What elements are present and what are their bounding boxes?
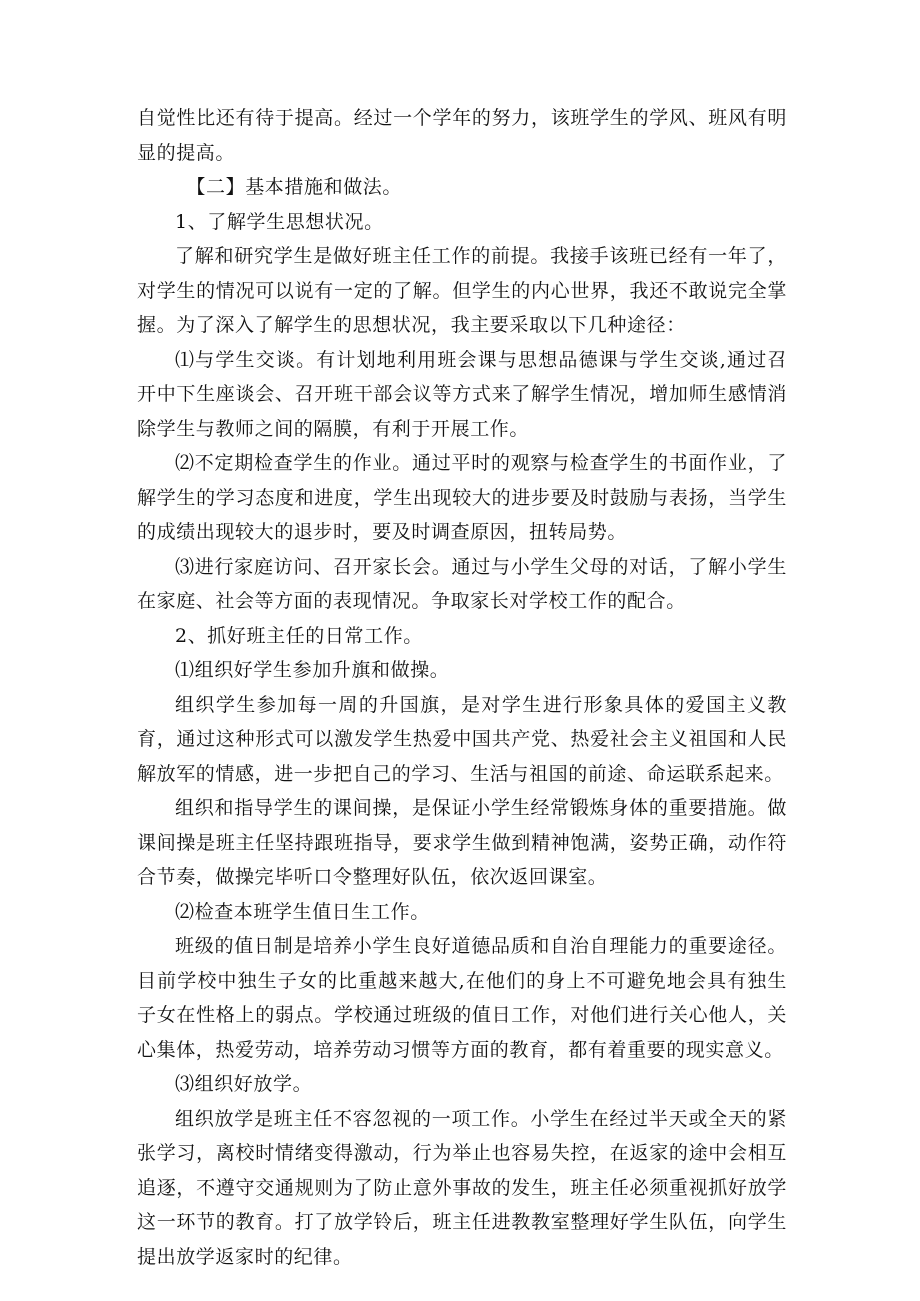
list-item-paragraph: ⑶进行家庭访问、召开家长会。通过与小学生父母的对话，了解小学生在家庭、社会等方面的表现情况。争取家长对学校工作的配合。	[137, 555, 787, 612]
paragraph: 组织和指导学生的课间操，是保证小学生经常锻炼身体的重要措施。做课间操是班主任坚持跟班指导，要求学生做到精神饱满，姿势正确，动作符合节奏，做操完毕听口令整理好队伍，依次返回课室。	[137, 797, 787, 888]
subsection-heading-2: 2、抓好班主任的日常工作。	[175, 624, 423, 647]
paragraph: 了解和研究学生是做好班主任工作的前提。我接手该班已经有一年了，对学生的情况可以说有一定的了解。但学生的内心世界，我还不敢说完全掌握。为了深入了解学生的思想状况，我主要采取以下几种途径：	[137, 245, 787, 336]
paragraph: 班级的值日制是培养小学生良好道德品质和自治自理能力的重要途径。目前学校中独生子女的比重越来越大,在他们的身上不可避免地会具有独生子女在性格上的弱点。学校通过班级的值日工作，对他们进行关心他人，关心集体，热爱劳动，培养劳动习惯等方面的教育，都有着重要的现实意义。	[137, 935, 787, 1061]
list-item-heading: ⑴组织好学生参加升旗和做操。	[175, 659, 450, 681]
list-item-heading: ⑶组织好放学。	[175, 1073, 313, 1095]
list-item-paragraph: ⑴与学生交谈。有计划地利用班会课与思想品德课与学生交谈,通过召开中下生座谈会、召开班干部会议等方式来了解学生情况，增加师生感情消除学生与教师之间的隔膜，有利于开展工作。	[137, 348, 787, 440]
section-heading: 【二】基本措施和做法。	[186, 176, 402, 198]
paragraph: 组织放学是班主任不容忽视的一项工作。小学生在经过半天或全天的紧张学习，离校时情绪变得激动，行为举止也容易失控，在返家的途中会相互追逐，不遵守交通规则为了防止意外事故的发生，班主任必须重视抓好放学这一环节的教育。打了放学铃后，班主任进教教室整理好学生队伍，向学生提出放学返家时的纪律。	[137, 1107, 787, 1268]
subsection-heading-1: 1、了解学生思想状况。	[175, 210, 384, 233]
paragraph: 组织学生参加每一周的升国旗，是对学生进行形象具体的爱国主义教育，通过这种形式可以激发学生热爱中国共产党、热爱社会主义祖国和人民解放军的情感，进一步把自己的学习、生活与祖国的前途、命运联系起来。	[137, 693, 787, 785]
list-item-heading: ⑵检查本班学生值日生工作。	[175, 900, 430, 923]
paragraph-continuation: 自觉性比还有待于提高。经过一个学年的努力，该班学生的学风、班风有明显的提高。	[137, 107, 787, 164]
document-body	[137, 101, 787, 1274]
list-item-paragraph: ⑵不定期检查学生的作业。通过平时的观察与检查学生的书面作业，了解学生的学习态度和进度，学生出现较大的进步要及时鼓励与表扬，当学生的成绩出现较大的退步时，要及时调查原因，扭转局势。	[137, 452, 787, 543]
